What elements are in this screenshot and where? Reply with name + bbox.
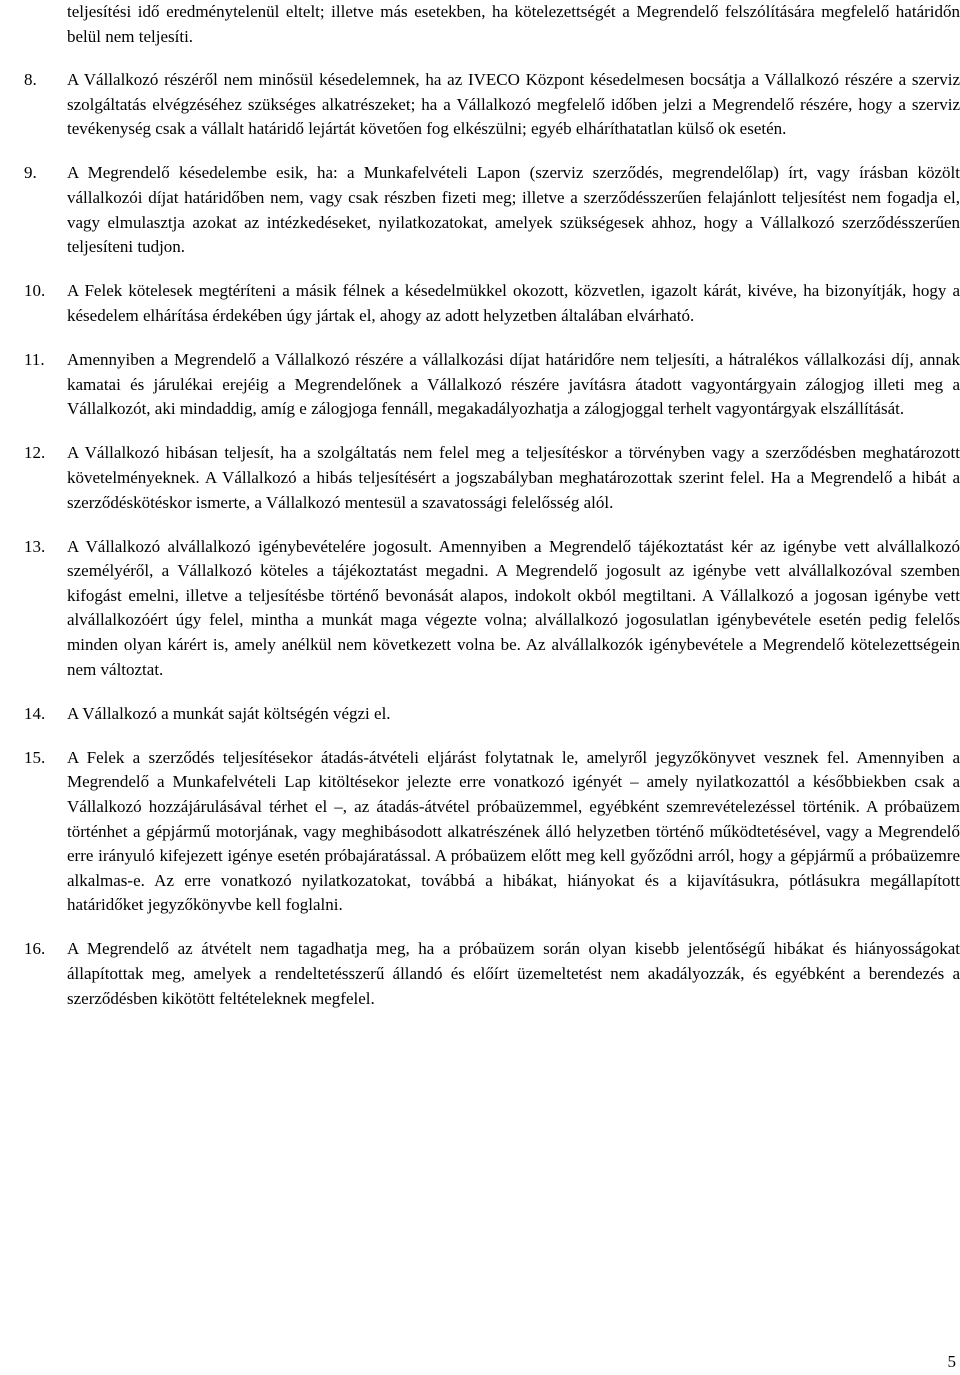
clause-number: 11.	[24, 350, 45, 370]
clause-text: A Vállalkozó hibásan teljesít, ha a szolgáltatás nem felel meg a teljesítéskor a törvényben vagy a szerződésben meghatározott követelményeknek. A Vállalkozó a hibás teljesítésért a jogszabályban meghatározottak szerint felel. Ha a Megrendelő a hibát a szerződéskötéskor ismerte, a Vállalkozó mentesül a szavatossági felelősség alól.	[67, 443, 960, 512]
clause-number: 8.	[24, 70, 37, 90]
clause-number: 12.	[24, 443, 46, 463]
clause-16	[24, 937, 960, 1011]
continuation-paragraph: teljesítési idő eredménytelenül eltelt; illetve más esetekben, ha kötelezettségét a Megrendelő felszólítására megfelelő határidőn belül nem teljesíti.	[67, 2, 960, 46]
clause-15	[24, 746, 960, 918]
clause-14	[24, 702, 960, 727]
clause-text: Amennyiben a Megrendelő a Vállalkozó részére a vállalkozási díjat határidőre nem teljesíti, a hátralékos vállalkozási díj, annak kamatai és járulékai erejéig a Megrendelőnek a Vállalkozó részére javításra átadott vagyontárgyain zálogjog illeti meg a Vállalkozót, aki mindaddig, amíg e zálogjoga fennáll, megakadályozhatja a zálogjoggal terhelt vagyontárgyak elszállítását.	[67, 350, 960, 419]
clause-10	[24, 279, 960, 328]
clause-9	[24, 161, 960, 259]
clause-text: A Vállalkozó részéről nem minősül késedelemnek, ha az IVECO Központ késedelmesen bocsátja a Vállalkozó részére a szerviz szolgáltatás elvégzéséhez szükséges alkatrészeket; ha a Vállalkozó megfelelő időben jelzi a Megrendelő részére, hogy a szerviz tevékenység csak a vállalt határidő lejártát követően fog elkészülni; egyéb elháríthatatlan külső ok esetén.	[67, 70, 960, 139]
clause-text: A Megrendelő az átvételt nem tagadhatja meg, ha a próbaüzem során olyan kisebb jelentőségű hibákat és hiányosságokat állapítottak meg, amelyek a rendeltetésszerű állandó és előírt üzemeltetést nem akadályozzák, és egyébként a berendezés a szerződésben kikötött feltételeknek megfelel.	[67, 939, 960, 1008]
clause-number: 16.	[24, 939, 46, 959]
clause-text: A Vállalkozó alvállalkozó igénybevételére jogosult. Amennyiben a Megrendelő tájékoztatást kér az igénybe vett alvállalkozó személyéről, a Vállalkozó köteles a tájékoztatást megadni. A Megrendelő jogosult az igénybe vett alvállalkozóval szemben kifogást emelni, illetve a teljesítésbe történő bevonását alapos, indokolt okból megtiltani. A Vállalkozó a jogosan igénybe vett alvállalkozóért úgy felel, mintha a munkát maga végezte volna; alvállalkozó jogosulatlan igénybevétele esetén pedig felelős minden olyan kárért is, amely anélkül nem következett volna be. Az alvállalkozók igénybevétele a Megrendelő kötelezettségein nem változtat.	[67, 536, 960, 679]
clause-11	[24, 348, 960, 422]
clause-text: A Vállalkozó a munkát saját költségén végzi el.	[67, 703, 391, 723]
clause-8	[24, 68, 960, 142]
page-number: 5	[947, 1352, 956, 1371]
clause-number: 14.	[24, 703, 46, 723]
clause-number: 10.	[24, 281, 46, 301]
clause-13	[24, 535, 960, 683]
clause-text: A Felek kötelesek megtéríteni a másik félnek a késedelmükkel okozott, közvetlen, igazolt kárát, kivéve, ha bizonyítják, hogy a késedelem elhárítása érdekében úgy jártak el, ahogy az adott helyzetben általában elvárható.	[67, 281, 960, 325]
clause-number: 9.	[24, 163, 37, 183]
clause-number: 13.	[24, 536, 46, 556]
clause-number: 15.	[24, 747, 46, 767]
clause-text: A Megrendelő késedelembe esik, ha: a Munkafelvételi Lapon (szerviz szerződés, megrendelőlap) írt, vagy írásban közölt vállalkozói díjat határidőben nem, vagy csak részben fizeti meg; illetve a szerződésszerűen felajánlott teljesítést nem fogadja el, vagy elmulasztja azokat az intézkedéseket, nyilatkozatokat, amelyek szükségesek ahhoz, hogy a Vállalkozó szerződésszerűen teljesíteni tudjon.	[67, 163, 960, 257]
clause-text: A Felek a szerződés teljesítésekor átadás-átvételi eljárást folytatnak le, amelyről jegyzőkönyvet vesznek fel. Amennyiben a Megrendelő a Munkafelvételi Lap kitöltésekor jelezte erre vonatkozó igényét – amely nyilatkozattól a későbbiekben csak a Vállalkozó hozzájárulásával térhet el –, az átadás-átvétel próbaüzemmel, egyébként szemrevételezéssel történik. A próbaüzem történhet a gépjármű motorjának, vagy meghibásodott alkatrészének álló helyzetben történő működtetésével, vagy a Megrendelő erre irányuló kifejezett igénye esetén próbajáratással. A próbaüzem előtt meg kell győződni arról, hogy a gépjármű a próbaüzemre alkalmas-e. Az erre vonatkozó nyilatkozatokat, továbbá a hibákat, hiányokat és a kijavításukra, pótlásukra megállapított határidőket jegyzőkönyvbe kell foglalni.	[67, 747, 960, 915]
clause-12	[24, 441, 960, 515]
document-body	[24, 0, 960, 1031]
